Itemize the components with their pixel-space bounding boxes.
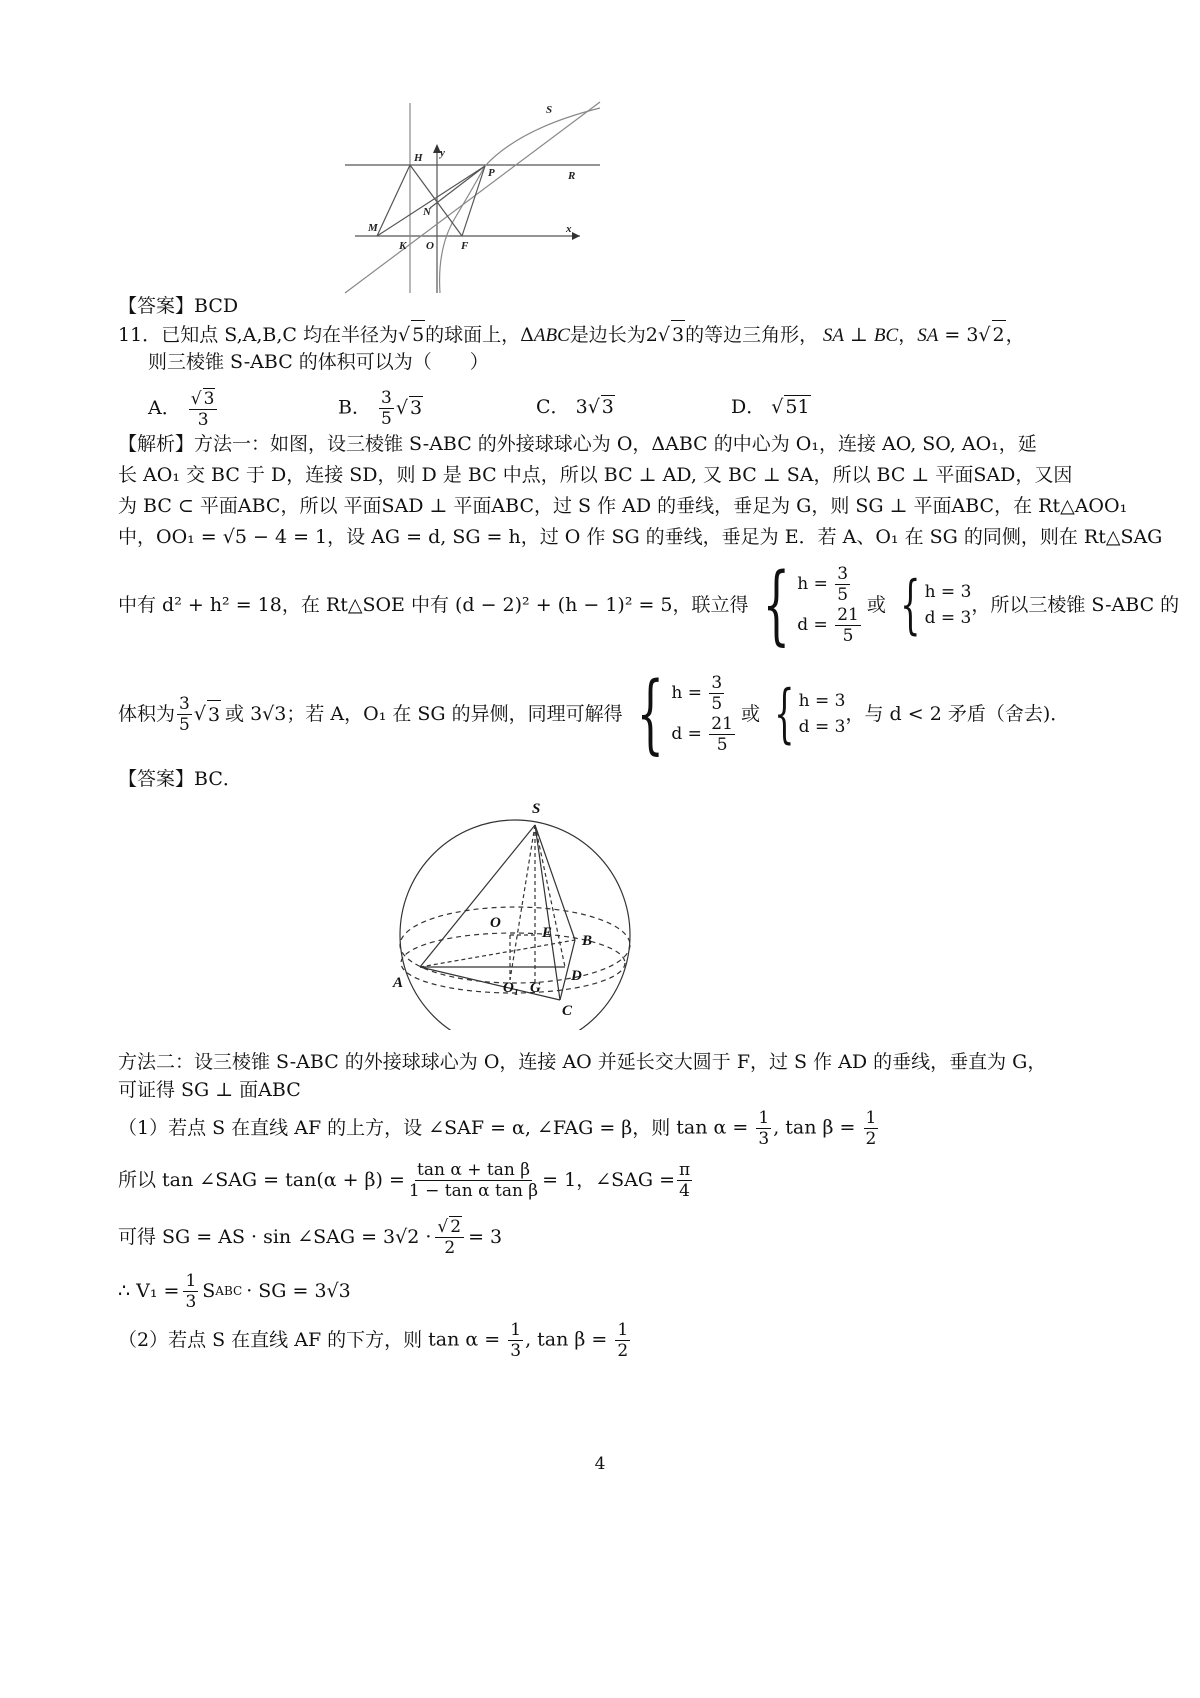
option-d[interactable] <box>731 392 811 419</box>
analysis-p5a: 中有 d² + h² = 18，在 Rt△SOE 中有 (d − 2)² + (h − 1)² = 5，联立得 <box>118 594 749 616</box>
analysis-p6c: 或 <box>740 703 760 725</box>
sqrt-sign <box>398 324 410 346</box>
system-4: { h = 3 d = 3 <box>774 677 846 751</box>
label-O: O <box>426 240 434 252</box>
sphere-outline <box>400 820 630 1030</box>
option-a-num: 3 <box>203 389 215 409</box>
analysis-p5b: 或 <box>866 594 886 616</box>
figure-parabola-diagram <box>330 98 620 298</box>
method2-l3-text: （1）若点 S 在直线 AF 的上方，设 ∠SAF = α, ∠FAG = β，则 <box>118 1117 671 1139</box>
q11-options <box>148 378 1048 428</box>
analysis-p5c: ，所以三棱锥 S-ABC 的 <box>971 594 1180 616</box>
label-O: O <box>490 915 501 931</box>
analysis-p2: 长 AO₁ 交 BC 于 D，连接 SD，则 D 是 BC 中点，所以 BC ⊥ AD, 又 BC ⊥ SA，所以 BC ⊥ 平面SAD，又因 <box>118 464 1073 486</box>
analysis-p4: 中，OO₁ = √5 − 4 = 1，设 AG = d, SG = h，过 O 作 SG 的垂线，垂足为 E．若 A、O₁ 在 SG 的同侧，则在 Rt△SAG <box>118 526 1163 548</box>
analysis-p1 <box>118 430 1037 458</box>
analysis-p6b: 或 3√3；若 A，O₁ 在 SG 的异侧，同理可解得 <box>225 703 623 725</box>
sqrt-sign-2 <box>658 324 670 346</box>
option-c-coef: 3 <box>575 396 588 418</box>
option-a-label: A． <box>148 397 181 419</box>
analysis-p6a: 体积为 <box>118 703 176 725</box>
sqrt-sign-3 <box>978 324 990 346</box>
label-F: F <box>461 240 469 252</box>
option-c[interactable] <box>536 392 615 419</box>
q11-number: 11． <box>118 324 162 346</box>
page-number: 4 <box>594 1454 606 1474</box>
label-E: E <box>542 925 553 941</box>
method2-l4b: = 1，∠SAG = <box>542 1169 675 1191</box>
method2-l6a: ∴ V₁ = <box>118 1280 180 1302</box>
label-G: G <box>530 980 541 996</box>
option-b[interactable]: B． $\frac{3}{5}$ √ 3 <box>338 388 423 429</box>
method2-l6b: S <box>202 1280 216 1302</box>
option-d-label: D． <box>731 396 766 418</box>
analysis-p3: 为 BC ⊂ 平面ABC，所以 平面SAD ⊥ 平面ABC，过 S 作 AD 的垂线，垂足为 G，则 SG ⊥ 平面ABC，在 Rt△AOO₁ <box>118 495 1128 517</box>
label-S: S <box>546 104 553 116</box>
label-N: N <box>423 206 431 218</box>
method2-l5a: 可得 SG = AS · sin ∠SAG = 3√2 · <box>118 1226 432 1248</box>
method2-l5b: = 3 <box>468 1226 503 1248</box>
method2-l3: （1）若点 S 在直线 AF 的上方，设 ∠SAF = α, ∠FAG = β，则 tan α = $\frac{1}{3}$ , tan β = $\frac{1}{2}$ <box>118 1107 877 1149</box>
analysis-p6: 体积为 $\frac{3}{5}$ √ 3 或 3√3；若 A，O₁ 在 SG 的异侧，同理可解得 { h = $\frac{3}{5}$ d = $\frac{21}{5}$ 或 { h = 3 d = 3 ，与 d < 2 矛盾（舍去)． <box>118 664 1069 764</box>
label-B: B <box>582 933 593 949</box>
method2-l7-text: （2）若点 S 在直线 AF 的下方，则 <box>118 1329 423 1351</box>
option-b-den: 5 <box>381 409 392 429</box>
q11-stem-d: 的等边三角形， <box>685 324 819 346</box>
figure-sphere-diagram <box>385 795 645 1030</box>
option-a-den: 3 <box>197 410 209 430</box>
label-O1: O₁ <box>503 980 520 996</box>
analysis-p1-text: 方法一：如图，设三棱锥 S-ABC 的外接球球心为 O，ΔABC 的中心为 O₁，连接 AO, SO, AO₁，延 <box>194 433 1037 455</box>
q11-stem-line2: 则三棱锥 S-ABC 的体积可以为（ ） <box>148 351 489 373</box>
label-D: D <box>571 968 582 984</box>
system-3: { h = $\frac{3}{5}$ d = $\frac{21}{5}$ <box>636 664 733 764</box>
q11-stem-line1: 11．已知点 S,A,B,C 均在半径为√ 5的球面上，ΔABC是边长为2√ 3的等边三角形， SA ⊥ BC，SA = 3√ 2， <box>118 320 1025 350</box>
label-K: K <box>399 240 407 252</box>
q10-answer: 【答案】BCD <box>118 295 239 317</box>
label-y: y <box>440 147 445 159</box>
q11-stem-c: 是边长为 <box>569 324 646 346</box>
option-d-rad: 51 <box>785 396 810 418</box>
system-1: { h = $\frac{3}{5}$ d = $\frac{21}{5}$ <box>762 555 859 655</box>
method2-l4: 所以 tan ∠SAG = tan(α + β) = $\frac{\text{tan α + tan β}}{\text{1 − tan α tan β}}$ = 1，∠SAG = $\frac{\pi}{4}$ <box>118 1159 691 1201</box>
method2-l6: ∴ V₁ = $\frac{1}{3}$ S ABC · SG = 3√3 <box>118 1270 351 1312</box>
analysis-p6d: ，与 d < 2 矛盾（舍去)． <box>845 703 1070 725</box>
method2-l5: 可得 SG = AS · sin ∠SAG = 3√2 · √ $\frac{2}{2}$ = 3 <box>118 1214 502 1260</box>
q11-stem-b: 的球面上，Δ <box>425 324 534 346</box>
label-S: S <box>532 801 541 817</box>
option-c-rad: 3 <box>601 396 614 418</box>
analysis-tag: 【解析】 <box>118 433 195 455</box>
q11-stem-a: 已知点 S,A,B,C 均在半径为 <box>161 324 398 346</box>
method2-l4a: 所以 tan ∠SAG = tan(α + β) = <box>118 1169 405 1191</box>
option-a[interactable] <box>148 388 219 430</box>
label-P: P <box>488 167 495 179</box>
label-R: R <box>568 170 576 182</box>
analysis-p5 <box>118 555 1179 655</box>
q11-answer: 【答案】BC． <box>118 768 242 790</box>
option-b-num: 3 <box>381 388 392 408</box>
label-A: A <box>393 975 404 991</box>
method2-l7: （2）若点 S 在直线 AF 的下方，则 tan α = $\frac{1}{3}$ , tan β = $\frac{1}{2}$ <box>118 1319 629 1361</box>
label-H: H <box>414 152 423 164</box>
method2-l2: 可证得 SG ⊥ 面ABC <box>118 1079 301 1101</box>
option-c-label: C． <box>536 396 570 418</box>
system-2: { h = 3 d = 3 <box>900 568 972 642</box>
label-C: C <box>562 1003 573 1019</box>
method2-l1: 方法二：设三棱锥 S-ABC 的外接球球心为 O，连接 AO 并延长交大圆于 F，过 S 作 AD 的垂线，垂直为 G， <box>118 1051 1047 1073</box>
label-M: M <box>368 222 378 234</box>
method2-l6c: · SG = 3√3 <box>246 1280 351 1302</box>
option-b-label: B． <box>338 396 371 419</box>
label-x: x <box>566 223 572 235</box>
